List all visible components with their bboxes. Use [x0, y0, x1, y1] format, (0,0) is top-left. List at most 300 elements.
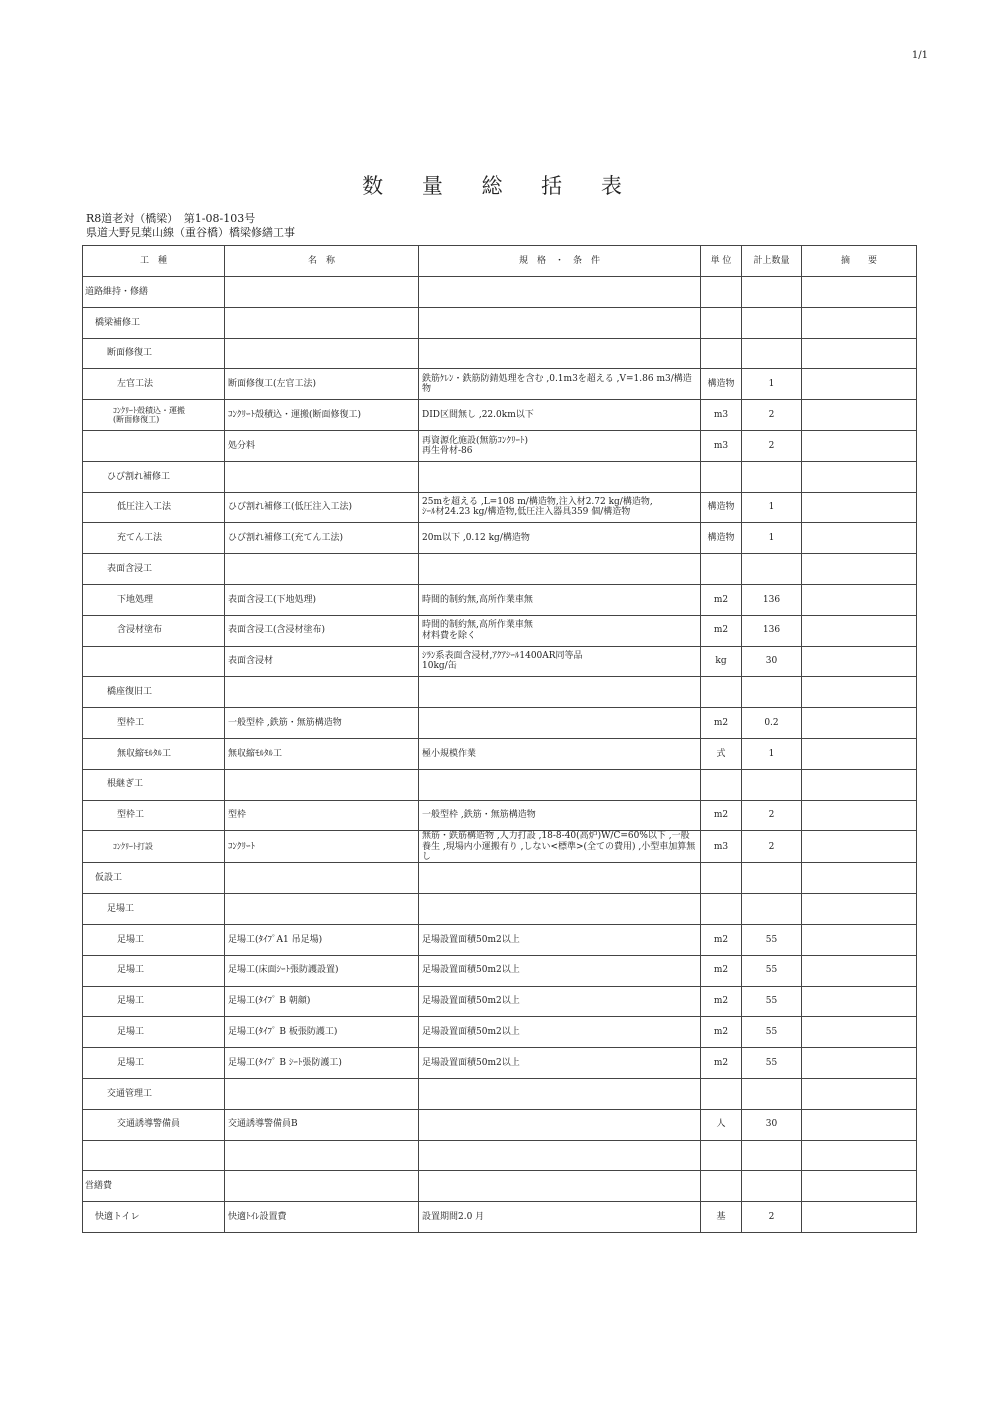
cell-koshu: [83, 955, 225, 986]
cell-kikaku-text: 25mを超える ,L=108 m/構造物,注入材2.72 kg/構造物, ｼｰﾙ材24.23 kg/構造物,低圧注入器具359 個/構造物: [422, 497, 653, 518]
cell-tani: [701, 924, 742, 955]
cell-suryo: [742, 430, 802, 461]
cell-koshu: [83, 1048, 225, 1079]
cell-meisho-text: 表面含浸工(下地処理): [228, 594, 317, 605]
cell-suryo: [742, 831, 802, 863]
cell-tani: [701, 1109, 742, 1140]
cell-suryo-text: 55: [765, 1057, 778, 1068]
cell-meisho-text: 断面修復工(左官工法): [228, 379, 317, 390]
table-row: [83, 1202, 917, 1233]
cell-meisho: [225, 523, 419, 554]
cell-koshu: [83, 738, 225, 769]
cell-tani: [701, 800, 742, 831]
cell-koshu-text: 充てん工法: [117, 533, 163, 544]
cell-koshu-text: 無収縮ﾓﾙﾀﾙ工: [117, 748, 172, 759]
cell-meisho: [225, 1017, 419, 1048]
cell-tekiyo: [802, 677, 917, 708]
cell-koshu-text: 営繕費: [85, 1181, 113, 1192]
cell-koshu: [83, 863, 225, 894]
cell-tani: [701, 492, 742, 523]
cell-suryo-text: 0.2: [764, 717, 779, 728]
cell-koshu-text: 足場工: [117, 1027, 145, 1038]
table-row: [83, 430, 917, 461]
cell-suryo: [742, 1140, 802, 1171]
cell-koshu: [83, 646, 225, 677]
cell-tani: [701, 863, 742, 894]
cell-tani: [701, 615, 742, 646]
cell-suryo-text: 2: [768, 409, 775, 420]
cell-kikaku-text: 極小規模作業: [422, 748, 477, 759]
cell-meisho-text: 処分料: [228, 440, 256, 451]
cell-kikaku: [419, 338, 701, 369]
cell-tani-text: m2: [713, 594, 729, 605]
table-row: [83, 277, 917, 308]
cell-meisho: [225, 1171, 419, 1202]
table-row: [83, 1048, 917, 1079]
cell-tani: [701, 708, 742, 739]
cell-tani-text: 構造物: [707, 502, 735, 513]
table-row: [83, 307, 917, 338]
cell-tekiyo: [802, 924, 917, 955]
cell-tekiyo: [802, 615, 917, 646]
cell-meisho-text: 交通誘導警備員B: [228, 1119, 298, 1130]
header-kikaku: 規 格 ・ 条 件: [419, 246, 701, 277]
cell-suryo-text: 2: [768, 1211, 775, 1222]
cell-koshu-text: 型枠工: [117, 810, 145, 821]
cell-suryo: [742, 1171, 802, 1202]
cell-tekiyo: [802, 523, 917, 554]
cell-meisho: [225, 646, 419, 677]
cell-suryo: [742, 955, 802, 986]
cell-meisho: [225, 307, 419, 338]
cell-koshu-text: 道路維持・修繕: [85, 286, 149, 297]
cell-kikaku: [419, 1171, 701, 1202]
cell-suryo-text: 1: [768, 533, 775, 544]
cell-suryo-text: 1: [768, 748, 775, 759]
cell-tani-text: m2: [713, 717, 729, 728]
cell-meisho-text: ｺﾝｸﾘｰﾄ殻積込・運搬(断面修復工): [228, 409, 362, 420]
cell-koshu-text: 低圧注入工法: [117, 502, 172, 513]
cell-tekiyo: [802, 769, 917, 800]
cell-meisho: [225, 1078, 419, 1109]
cell-koshu-text: 快適トイレ: [95, 1211, 140, 1222]
table-row: [83, 738, 917, 769]
cell-koshu: [83, 769, 225, 800]
cell-koshu-text: 下地処理: [117, 594, 154, 605]
cell-kikaku: [419, 492, 701, 523]
cell-suryo: [742, 800, 802, 831]
cell-tekiyo: [802, 1078, 917, 1109]
cell-meisho: [225, 584, 419, 615]
cell-suryo-text: 2: [768, 810, 775, 821]
cell-tani: [701, 277, 742, 308]
cell-tani-text: m3: [713, 409, 729, 420]
cell-kikaku: [419, 307, 701, 338]
cell-meisho: [225, 615, 419, 646]
cell-tani: [701, 1078, 742, 1109]
cell-kikaku: [419, 863, 701, 894]
table-row: [83, 554, 917, 585]
cell-tani: [701, 738, 742, 769]
cell-koshu: [83, 338, 225, 369]
cell-kikaku: [419, 677, 701, 708]
cell-tani-text: m2: [713, 996, 729, 1007]
cell-koshu: [83, 1109, 225, 1140]
cell-koshu: [83, 554, 225, 585]
cell-tani: [701, 1017, 742, 1048]
cell-tekiyo: [802, 430, 917, 461]
cell-tani: [701, 1048, 742, 1079]
cell-meisho: [225, 800, 419, 831]
cell-meisho: [225, 430, 419, 461]
cell-koshu-text: 交通管理工: [107, 1088, 153, 1099]
cell-tani: [701, 769, 742, 800]
cell-suryo-text: 55: [765, 996, 778, 1007]
header-meisho: 名 称: [225, 246, 419, 277]
table-row: [83, 800, 917, 831]
cell-suryo: [742, 369, 802, 400]
table-row: [83, 615, 917, 646]
cell-koshu: [83, 708, 225, 739]
table-row: [83, 492, 917, 523]
cell-tani: [701, 894, 742, 925]
cell-meisho: [225, 461, 419, 492]
cell-kikaku-text: 時間的制約無,高所作業車無: [422, 594, 533, 605]
cell-tani-text: 式: [716, 748, 726, 759]
table-row: [83, 400, 917, 431]
cell-kikaku: [419, 894, 701, 925]
cell-meisho: [225, 1140, 419, 1171]
cell-meisho: [225, 955, 419, 986]
cell-suryo-text: 2: [768, 440, 775, 451]
cell-suryo: [742, 277, 802, 308]
cell-meisho-text: 足場工(ﾀｲﾌﾟA1 吊足場): [228, 934, 323, 945]
cell-tekiyo: [802, 1140, 917, 1171]
cell-tekiyo: [802, 338, 917, 369]
cell-koshu-text: 足場工: [117, 965, 145, 976]
cell-koshu-text: 表面含浸工: [107, 563, 153, 574]
cell-suryo-text: 1: [768, 379, 775, 390]
table-row: [83, 1140, 917, 1171]
cell-suryo: [742, 894, 802, 925]
cell-suryo-text: 30: [765, 1119, 778, 1130]
cell-suryo-text: 1: [768, 502, 775, 513]
cell-kikaku: [419, 615, 701, 646]
cell-koshu: [83, 461, 225, 492]
cell-kikaku-text: 足場設置面積50m2以上: [422, 934, 520, 945]
header-suryo: 計上数量: [742, 246, 802, 277]
cell-tani: [701, 646, 742, 677]
cell-meisho-text: 一般型枠 ,鉄筋・無筋構造物: [228, 717, 342, 728]
cell-suryo: [742, 615, 802, 646]
cell-suryo-text: 136: [762, 625, 781, 636]
cell-koshu-text: 含浸材塗布: [117, 625, 163, 636]
cell-tekiyo: [802, 584, 917, 615]
table-row: [83, 584, 917, 615]
table-row: [83, 1017, 917, 1048]
cell-tani: [701, 584, 742, 615]
cell-koshu: [83, 307, 225, 338]
cell-suryo: [742, 1202, 802, 1233]
cell-koshu-text: 橋梁補修工: [95, 317, 141, 328]
cell-kikaku-text: 20m以下 ,0.12 kg/構造物: [422, 533, 530, 544]
cell-tekiyo: [802, 369, 917, 400]
cell-tani: [701, 430, 742, 461]
cell-meisho: [225, 1202, 419, 1233]
cell-meisho-text: 足場工(ﾀｲﾌﾟ B 朝顔): [228, 996, 311, 1007]
cell-tani: [701, 400, 742, 431]
cell-koshu-text: ｺﾝｸﾘｰﾄ打設: [113, 842, 153, 852]
cell-tani-text: m2: [713, 934, 729, 945]
table-row: [83, 369, 917, 400]
cell-suryo: [742, 738, 802, 769]
cell-tekiyo: [802, 708, 917, 739]
cell-tani-text: 構造物: [707, 533, 735, 544]
cell-meisho-text: 表面含浸工(含浸材塗布): [228, 625, 326, 636]
cell-koshu-text: ｺﾝｸﾘｰﾄ殻積込・運搬 (断面修復工): [113, 405, 185, 425]
cell-kikaku: [419, 554, 701, 585]
cell-tani: [701, 1140, 742, 1171]
cell-meisho: [225, 277, 419, 308]
cell-kikaku: [419, 708, 701, 739]
cell-koshu: [83, 924, 225, 955]
cell-koshu-text: 断面修復工: [107, 348, 153, 359]
cell-tani: [701, 955, 742, 986]
table-row: [83, 986, 917, 1017]
cell-suryo: [742, 400, 802, 431]
cell-suryo: [742, 1048, 802, 1079]
page-number: 1/1: [911, 50, 928, 61]
table-row: [83, 863, 917, 894]
cell-suryo-text: 55: [765, 934, 778, 945]
cell-tekiyo: [802, 461, 917, 492]
header-tani: 単 位: [701, 246, 742, 277]
cell-meisho-text: 足場工(床面ｼｰﾄ張防護設置): [228, 965, 339, 976]
cell-kikaku-text: 設置期間2.0 月: [422, 1211, 485, 1222]
cell-suryo-text: 30: [765, 656, 778, 667]
cell-tani: [701, 1202, 742, 1233]
cell-koshu: [83, 986, 225, 1017]
cell-tekiyo: [802, 800, 917, 831]
cell-tekiyo: [802, 831, 917, 863]
cell-kikaku: [419, 461, 701, 492]
cell-tekiyo: [802, 986, 917, 1017]
cell-suryo: [742, 492, 802, 523]
cell-meisho-text: 型枠: [228, 810, 247, 821]
cell-tani: [701, 677, 742, 708]
cell-koshu: [83, 894, 225, 925]
cell-kikaku: [419, 430, 701, 461]
cell-kikaku: [419, 1140, 701, 1171]
cell-meisho: [225, 1109, 419, 1140]
cell-tekiyo: [802, 863, 917, 894]
quantity-summary-table: [82, 245, 917, 1233]
cell-meisho: [225, 924, 419, 955]
cell-meisho: [225, 894, 419, 925]
cell-tekiyo: [802, 955, 917, 986]
cell-tekiyo: [802, 738, 917, 769]
cell-kikaku: [419, 1017, 701, 1048]
cell-suryo: [742, 1017, 802, 1048]
cell-tani-text: kg: [715, 656, 727, 667]
cell-suryo: [742, 307, 802, 338]
cell-meisho: [225, 492, 419, 523]
cell-kikaku: [419, 277, 701, 308]
cell-tani-text: 人: [716, 1119, 726, 1130]
cell-kikaku: [419, 1078, 701, 1109]
document-title: 数 量 総 括 表: [362, 174, 638, 198]
cell-tani: [701, 338, 742, 369]
cell-koshu-text: 根継ぎ工: [107, 779, 144, 790]
cell-suryo: [742, 863, 802, 894]
cell-tani-text: m2: [713, 1027, 729, 1038]
table-row: [83, 461, 917, 492]
cell-meisho: [225, 400, 419, 431]
cell-suryo: [742, 584, 802, 615]
cell-kikaku-text: 足場設置面積50m2以上: [422, 1057, 520, 1068]
cell-tekiyo: [802, 307, 917, 338]
cell-tani: [701, 986, 742, 1017]
cell-meisho-text: ｺﾝｸﾘｰﾄ: [228, 841, 256, 852]
cell-tekiyo: [802, 1202, 917, 1233]
cell-koshu-text: 橋座復旧工: [107, 687, 153, 698]
cell-tekiyo: [802, 1017, 917, 1048]
cell-suryo: [742, 677, 802, 708]
cell-tani: [701, 554, 742, 585]
cell-kikaku: [419, 584, 701, 615]
table-row: [83, 646, 917, 677]
cell-tani-text: m3: [713, 841, 729, 852]
cell-suryo: [742, 338, 802, 369]
cell-koshu: [83, 523, 225, 554]
cell-suryo-text: 136: [762, 594, 781, 605]
cell-meisho-text: 無収縮ﾓﾙﾀﾙ工: [228, 748, 283, 759]
cell-kikaku-text: 鉄筋ｹﾚﾝ・鉄筋防錆処理を含む ,0.1m3を超える ,V=1.86 m3/構造物: [422, 373, 692, 395]
cell-kikaku: [419, 1109, 701, 1140]
cell-koshu: [83, 1202, 225, 1233]
cell-meisho: [225, 1048, 419, 1079]
cell-koshu: [83, 1140, 225, 1171]
cell-kikaku: [419, 1048, 701, 1079]
cell-meisho-text: ひび割れ補修工(充てん工法): [228, 533, 344, 544]
cell-tani: [701, 369, 742, 400]
cell-suryo-text: 2: [768, 841, 775, 852]
cell-tekiyo: [802, 492, 917, 523]
cell-kikaku: [419, 738, 701, 769]
table-body: [83, 277, 917, 1233]
cell-tani: [701, 461, 742, 492]
table-row: [83, 338, 917, 369]
cell-suryo-text: 55: [765, 965, 778, 976]
cell-suryo: [742, 708, 802, 739]
cell-koshu: [83, 584, 225, 615]
cell-suryo: [742, 769, 802, 800]
cell-koshu: [83, 369, 225, 400]
cell-meisho: [225, 863, 419, 894]
cell-kikaku-text: 再資源化施設(無筋ｺﾝｸﾘｰﾄ) 再生骨材-86: [422, 435, 529, 456]
cell-meisho: [225, 708, 419, 739]
cell-tekiyo: [802, 1171, 917, 1202]
cell-koshu-text: 左官工法: [117, 379, 154, 390]
cell-koshu: [83, 1171, 225, 1202]
table-row: [83, 1078, 917, 1109]
cell-suryo: [742, 646, 802, 677]
cell-tani-text: m2: [713, 810, 729, 821]
cell-suryo: [742, 523, 802, 554]
cell-meisho-text: 快適ﾄｲﾚ設置費: [228, 1211, 287, 1222]
cell-suryo: [742, 1078, 802, 1109]
table-row: [83, 894, 917, 925]
cell-koshu-text: 足場工: [117, 996, 145, 1007]
cell-meisho-text: 足場工(ﾀｲﾌﾟ B ｼｰﾄ張防護工): [228, 1057, 342, 1068]
cell-meisho: [225, 677, 419, 708]
cell-koshu-text: 型枠工: [117, 717, 145, 728]
cell-meisho-text: 表面含浸材: [228, 656, 274, 667]
table-row: [83, 1109, 917, 1140]
table-row: [83, 831, 917, 863]
cell-koshu-text: 交通誘導警備員: [117, 1119, 181, 1130]
cell-kikaku-text: 足場設置面積50m2以上: [422, 1027, 520, 1038]
cell-koshu: [83, 677, 225, 708]
cell-koshu: [83, 831, 225, 863]
cell-suryo: [742, 1109, 802, 1140]
cell-tani-text: 構造物: [707, 379, 735, 390]
cell-suryo: [742, 924, 802, 955]
table-row: [83, 523, 917, 554]
cell-meisho: [225, 554, 419, 585]
cell-koshu: [83, 400, 225, 431]
cell-kikaku: [419, 955, 701, 986]
cell-meisho: [225, 986, 419, 1017]
cell-koshu: [83, 1017, 225, 1048]
cell-koshu: [83, 800, 225, 831]
cell-koshu: [83, 1078, 225, 1109]
table-row: [83, 708, 917, 739]
table-row: [83, 924, 917, 955]
cell-kikaku-text: 無筋・鉄筋構造物 ,人力打設 ,18-8-40(高炉)W/C=60%以下 ,一般養生 ,現場内小運搬有り ,しない<標準>(全ての費用) ,小型車加算無し: [422, 831, 696, 863]
cell-tani-text: m2: [713, 1057, 729, 1068]
cell-kikaku: [419, 924, 701, 955]
cell-kikaku-text: 時間的制約無,高所作業車無 材料費を除く: [422, 620, 533, 641]
cell-meisho: [225, 738, 419, 769]
cell-koshu-text: 足場工: [117, 1057, 145, 1068]
cell-suryo: [742, 461, 802, 492]
cell-koshu: [83, 492, 225, 523]
cell-koshu: [83, 277, 225, 308]
table-row: [83, 677, 917, 708]
cell-tani-text: m3: [713, 440, 729, 451]
table-row: [83, 769, 917, 800]
cell-tekiyo: [802, 894, 917, 925]
cell-kikaku: [419, 646, 701, 677]
cell-tekiyo: [802, 400, 917, 431]
cell-koshu-text: ひび割れ補修工: [107, 471, 171, 482]
cell-suryo: [742, 986, 802, 1017]
header-koshu: 工 種: [83, 246, 225, 277]
cell-tani-text: m2: [713, 965, 729, 976]
cell-koshu: [83, 430, 225, 461]
cell-meisho: [225, 769, 419, 800]
cell-kikaku-text: DID区間無し ,22.0km以下: [422, 409, 534, 420]
project-number: R8道老対（橋梁） 第1-08-103号: [86, 212, 256, 225]
cell-kikaku: [419, 523, 701, 554]
cell-kikaku: [419, 1202, 701, 1233]
cell-kikaku-text: 足場設置面積50m2以上: [422, 996, 520, 1007]
cell-meisho: [225, 369, 419, 400]
cell-tani-text: 基: [716, 1211, 726, 1222]
cell-kikaku-text: 足場設置面積50m2以上: [422, 965, 520, 976]
cell-tekiyo: [802, 1048, 917, 1079]
